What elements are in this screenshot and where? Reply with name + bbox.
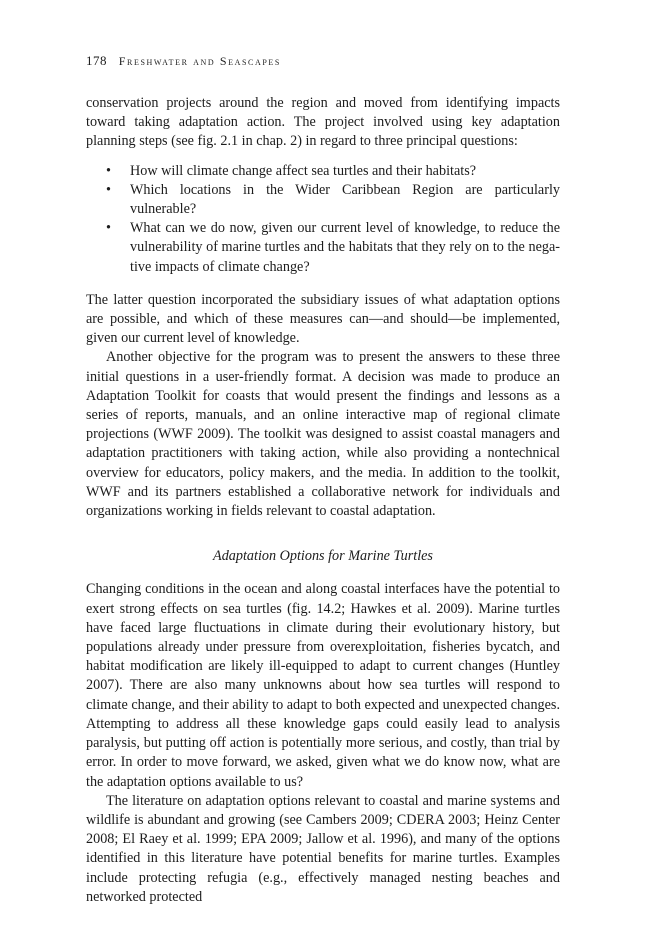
- list-item: [106, 219, 560, 277]
- bullet-icon: •: [106, 162, 111, 179]
- paragraph-2: The latter question incorporated the subsidiary issues of what adaptation options are possible, and which of these measures can—and should—be implemented, given our current level of knowledge.: [86, 291, 560, 347]
- question-list: [86, 162, 560, 277]
- section-subheading: Adaptation Options for Marine Turtles: [213, 548, 433, 565]
- paragraph-1: conservation projects around the region and moved from identifying impacts toward taking adaptation action. The project involved using key adaptation planning steps (see fig. 2.1 in chap. 2) in regard to three principal questions:: [86, 95, 560, 150]
- list-item-text: How will climate change affect sea turtles and their habitats?: [130, 162, 477, 179]
- page-number: 178: [86, 53, 107, 68]
- section-title: Freshwater and Seascapes: [118, 54, 281, 68]
- paragraph-3: Another objective for the program was to present the answers to these three initial questions in a user-friendly format. A decision was made to produce an Adaptation Toolkit for coasts that would present the findings and lessons as a series of reports, manuals, and an online interactive map of regional climate projections (WWF 2009). The toolkit was designed to assist coastal managers and adaptation practitioners with taking action, while also providing a nontechnical overview for educators, policy makers, and the media. In addition to the toolkit, WWF and its partners established a collaborative network for individuals and organizations working in fields relevant to coastal adaptation.: [86, 349, 560, 520]
- list-item-text: Which locations in the Wider Caribbean Region are particularly vulnerable?: [130, 181, 560, 218]
- list-item: [106, 162, 560, 181]
- bullet-icon: •: [106, 220, 111, 237]
- list-item: [106, 181, 560, 219]
- bullet-icon: •: [106, 181, 111, 198]
- list-item-text: What can we do now, given our current level of knowledge, to reduce the vulnerability of marine turtles and the habitats that they rely on to the negative impacts of climate change?: [130, 220, 560, 275]
- running-head: [86, 53, 281, 69]
- paragraph-4: Changing conditions in the ocean and along coastal interfaces have the potential to exert strong effects on sea turtles (fig. 14.2; Hawkes et al. 2009). Marine turtles have faced large fluctuations in climate during their evolutionary history, but populations already under pressure from overexploitation, fisheries bycatch, and habitat modification are likely ill-equipped to adapt to current changes (Huntley 2007). There are also many unknowns about how sea turtles will respond to climate change, and their ability to adapt to both expected and unexpected changes. Attempting to address all these knowledge gaps could easily lead to analysis paralysis, but putting off action is potentially more serious, and costly, than trial by error. In order to move forward, we asked, given what we do know now, what are the adaptation options available to us?: [86, 581, 560, 790]
- paragraph-5: The literature on adaptation options relevant to coastal and marine systems and wildlife is abundant and growing (see Cambers 2009; CDERA 2003; Heinz Center 2008; El Raey et al. 1999; EPA 2009; Jallow et al. 1996), and many of the options identified in this literature have potential benefits for marine turtles. Examples include protecting refugia (e.g., effectively managed nesting beaches and networked protected: [86, 792, 560, 905]
- page-body: [86, 94, 560, 907]
